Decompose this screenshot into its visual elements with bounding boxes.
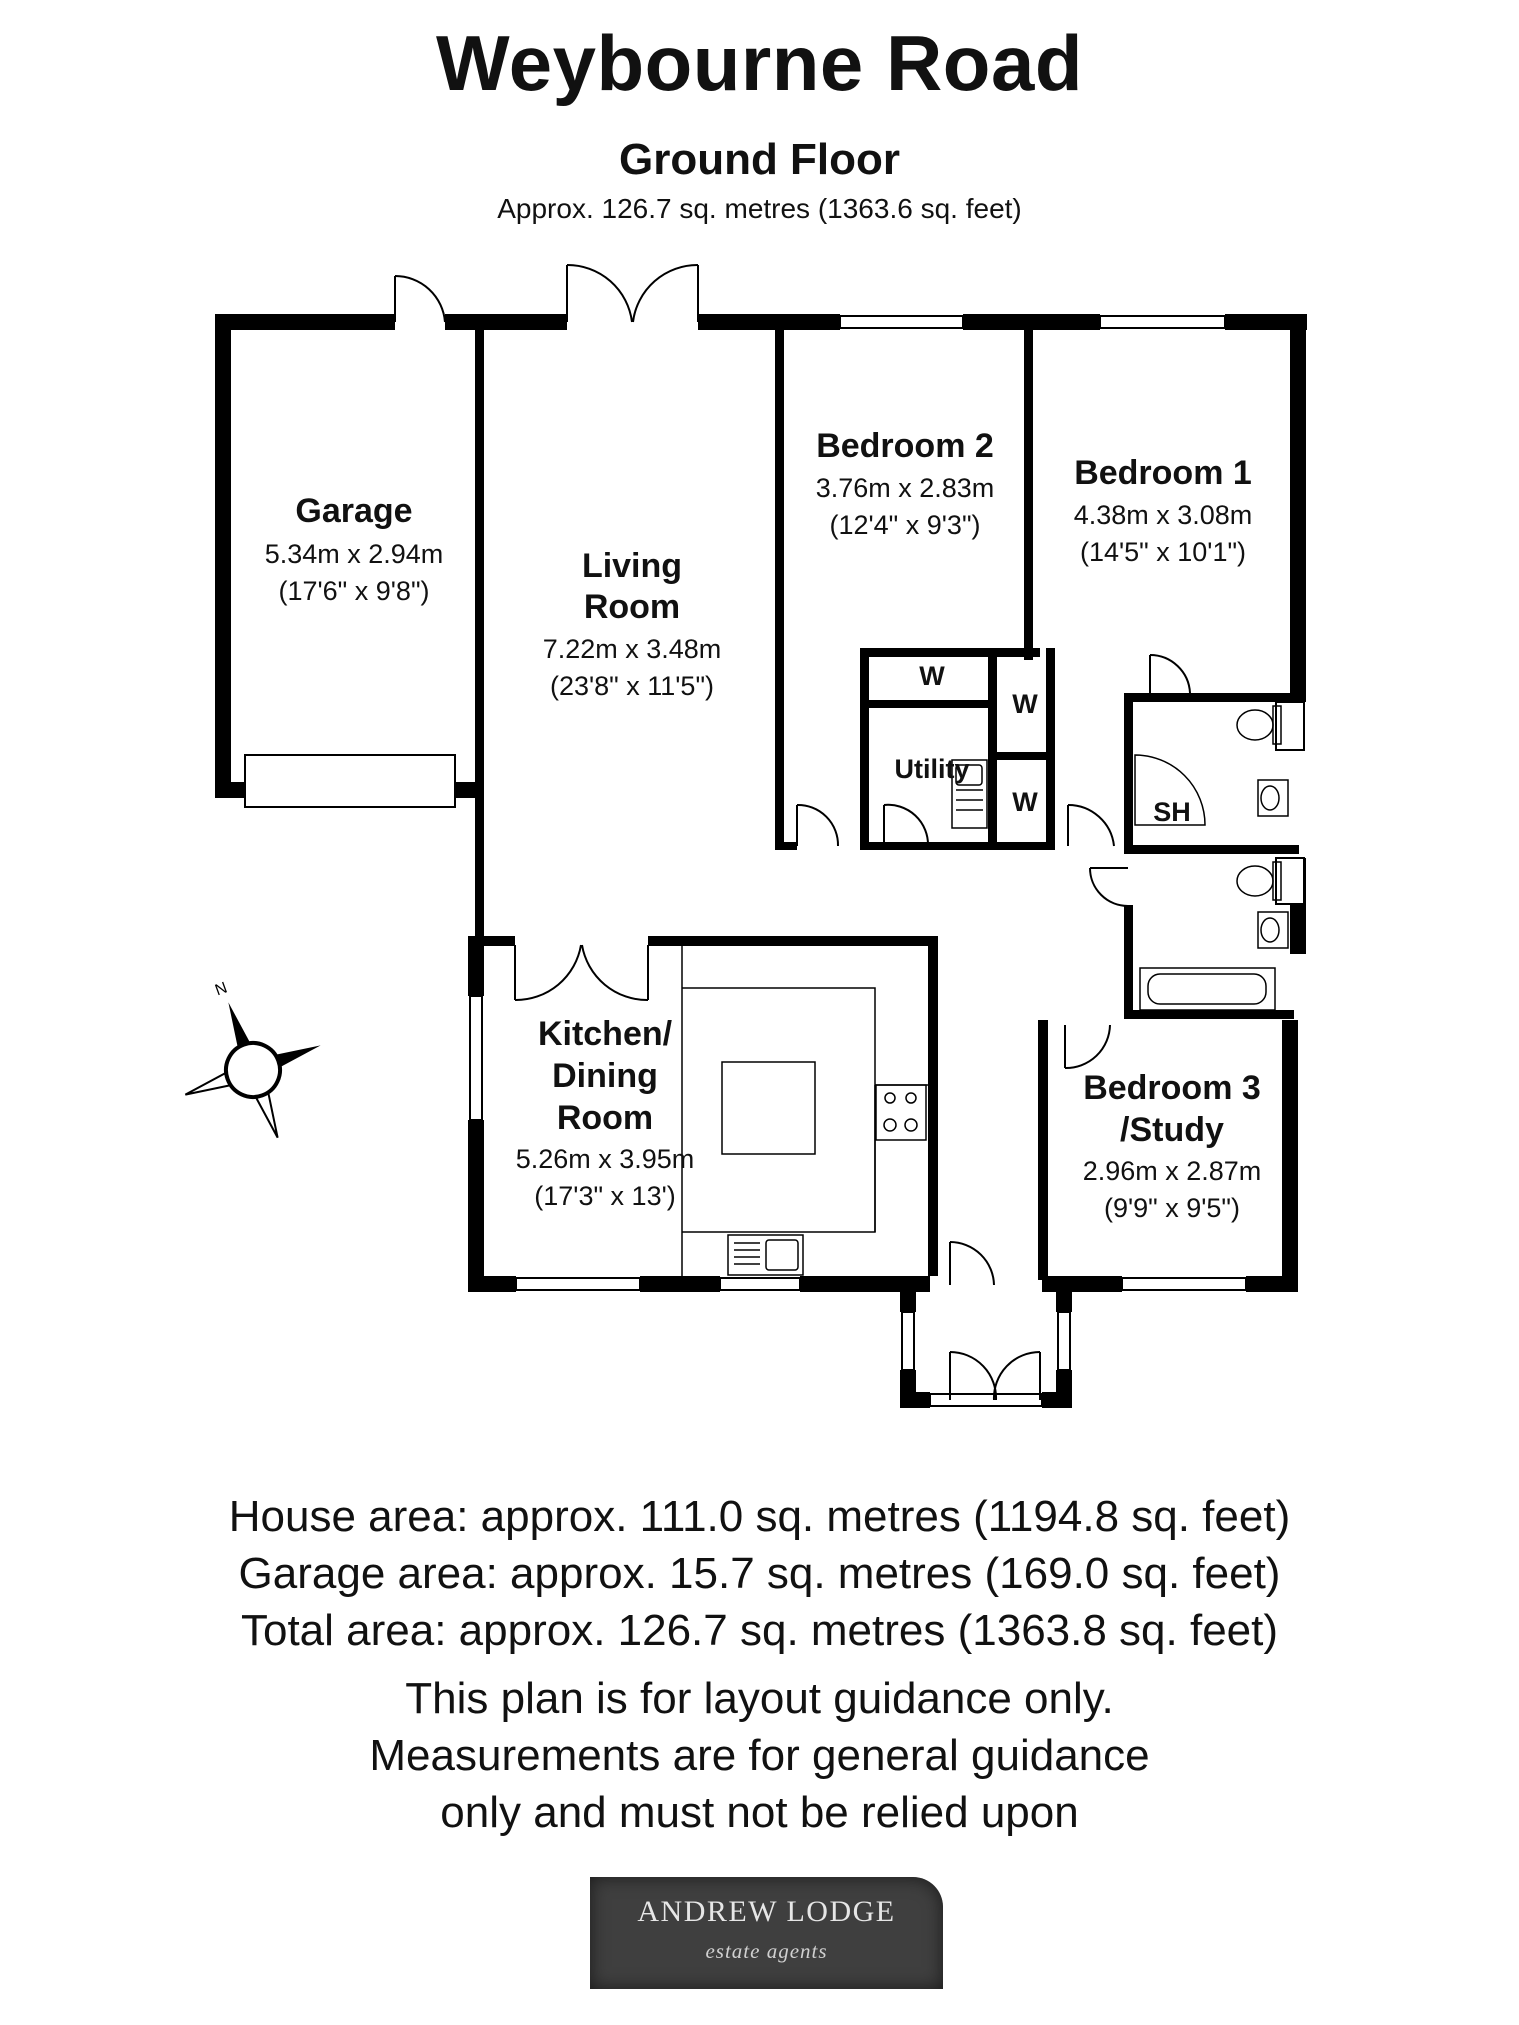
house-area: House area: approx. 111.0 sq. metres (1194.8 sq. feet) — [228, 1492, 1291, 1541]
garage-area: Garage area: approx. 15.7 sq. metres (169.0 sq. feet) — [238, 1549, 1281, 1598]
agent-tagline: estate agents — [705, 1939, 828, 1963]
bedroom3-name-1: Bedroom 3 — [1083, 1069, 1261, 1107]
utility-name: Utility — [894, 754, 970, 784]
room-labels — [265, 427, 1262, 1223]
bedroom2-metric: 3.76m x 2.83m — [815, 473, 995, 503]
kitchen-metric: 5.26m x 3.95m — [515, 1144, 695, 1174]
floor-approx-area: Approx. 126.7 sq. metres (1363.6 sq. feet) — [497, 193, 1022, 224]
garage-imperial: (17'6" x 9'8") — [278, 576, 430, 606]
page-title: Weybourne Road — [436, 19, 1083, 107]
total-area: Total area: approx. 126.7 sq. metres (1363.8 sq. feet) — [240, 1606, 1279, 1655]
living-imperial: (23'8" x 11'5") — [549, 671, 715, 701]
toilet-icon — [1237, 862, 1281, 900]
bedroom1-imperial: (14'5" x 10'1") — [1079, 537, 1247, 567]
kitchen-island — [722, 1062, 815, 1154]
agent-logo — [590, 1877, 943, 1989]
wardrobe-label: W — [919, 661, 945, 691]
bedroom3-name-2: /Study — [1120, 1111, 1224, 1149]
living-name-2: Room — [583, 588, 681, 626]
sink-icon — [728, 1235, 803, 1275]
floor-name: Ground Floor — [618, 135, 901, 184]
area-summary — [0, 1488, 1519, 1659]
disclaimer-line: only and must not be relied upon — [440, 1788, 1079, 1837]
kitchen-name-1: Kitchen/ — [537, 1015, 673, 1053]
doors — [395, 265, 1190, 1400]
bath-icon — [1140, 968, 1275, 1010]
kitchen-name-3: Room — [556, 1099, 654, 1137]
kitchen-fittings — [682, 760, 987, 1277]
hob-icon — [876, 1085, 926, 1140]
bedroom2-name: Bedroom 2 — [816, 427, 994, 465]
bathroom-fittings — [1135, 706, 1288, 1010]
garage-name: Garage — [295, 492, 413, 530]
bedroom1-name: Bedroom 1 — [1074, 454, 1252, 492]
compass-north-label: N — [212, 979, 230, 1000]
basin-icon — [1258, 780, 1288, 816]
kitchen-imperial: (17'3" x 13') — [534, 1181, 676, 1211]
basin-icon — [1258, 912, 1288, 948]
disclaimer-line: This plan is for layout guidance only. — [405, 1674, 1114, 1723]
bedroom3-metric: 2.96m x 2.87m — [1082, 1156, 1262, 1186]
toilet-icon — [1237, 706, 1281, 744]
bedroom2-imperial: (12'4" x 9'3") — [829, 510, 981, 540]
garage-metric: 5.34m x 2.94m — [264, 539, 444, 569]
wardrobe-label: W — [1012, 787, 1038, 817]
bedroom3-imperial: (9'9" x 9'5") — [1103, 1193, 1241, 1223]
kitchen-name-2: Dining — [552, 1057, 658, 1095]
compass-icon — [153, 956, 345, 1162]
shower-label: SH — [1153, 797, 1191, 827]
bedroom1-metric: 4.38m x 3.08m — [1073, 500, 1253, 530]
disclaimer — [0, 1670, 1519, 1841]
disclaimer-line: Measurements are for general guidance — [369, 1731, 1150, 1780]
agent-name: ANDREW LODGE — [637, 1895, 896, 1928]
wardrobe-label: W — [1012, 689, 1038, 719]
living-name-1: Living — [581, 547, 683, 585]
living-metric: 7.22m x 3.48m — [542, 634, 722, 664]
